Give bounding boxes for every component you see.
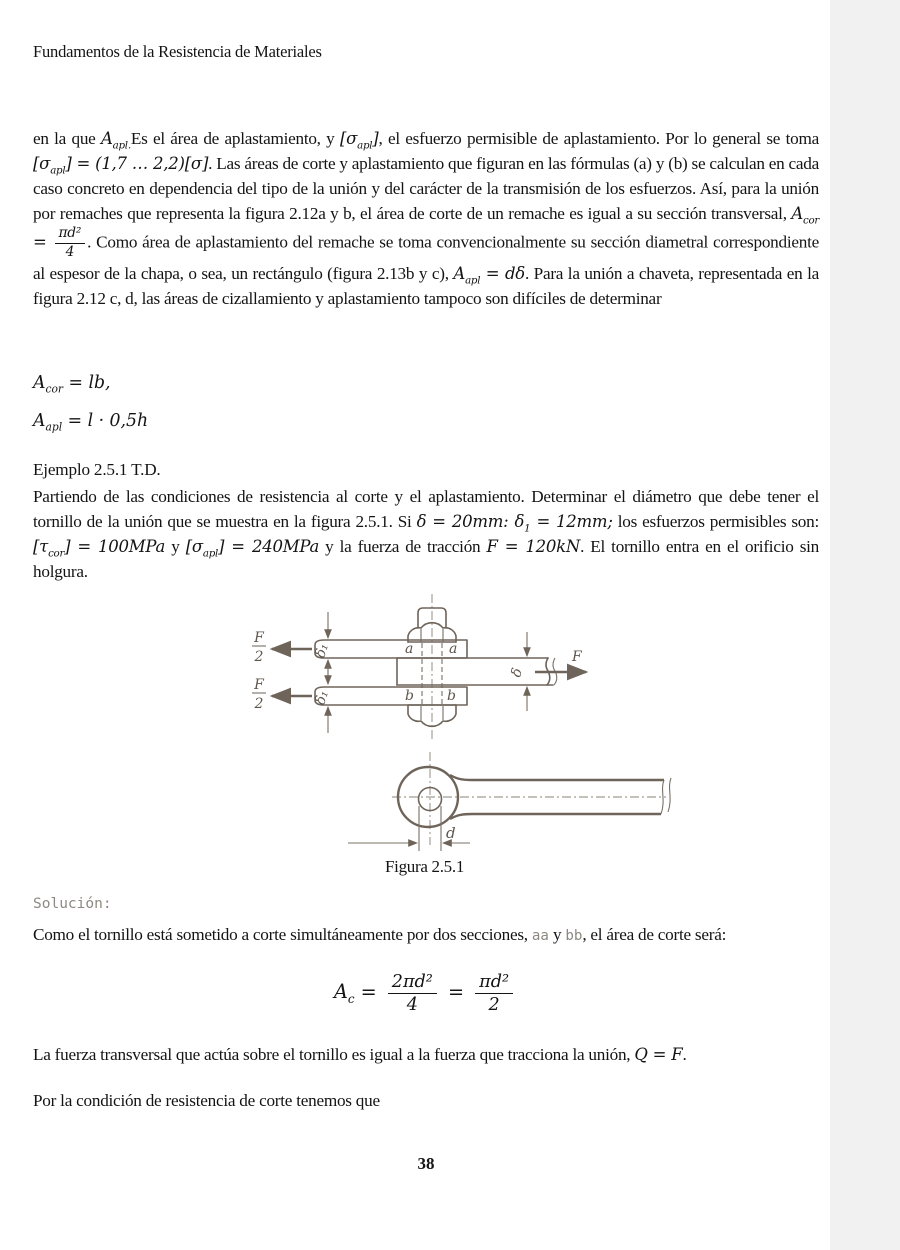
page-header-title: Fundamentos de la Resistencia de Materiales [33,42,322,61]
force-label-f2-bottom [252,677,266,712]
section-label-b-right: b [447,688,456,704]
thickness-label-delta1-top: δ₁ [312,641,332,660]
paragraph-transverse-force: La fuerza transversal que actúa sobre el tornillo es igual a la fuerza que tracciona la unión, Q = F. [33,1045,687,1064]
force-label-f: F [572,649,582,665]
section-label-b-left: b [405,688,414,704]
paragraph-problem-statement: Partiendo de las condiciones de resistencia al corte y el aplastamiento. Determinar el diámetro que debe tener el tornillo de la unión que se muestra en la figura 2.5.1. Si δ = 20mm: $\delta_1 = 12mm$; los esfuerzos permisibles son: $[\tau_{cor}] = 100MPa$ y $[\sigma_{apl}] = 240MPa$ y la fuerza de tracción F = 120kN. El tornillo entra en el orificio sin holgura. [33,487,820,581]
paragraph-shear-condition: Por la condición de resistencia de corte tenemos que [33,1091,380,1110]
rod-top-edge [450,775,664,780]
thickness-label-delta: δ [508,666,527,680]
figure-caption: Figura 2.5.1 [385,857,465,876]
rod-break-line [661,780,664,814]
bottom-plate-outline [315,687,467,705]
dim-label-d: d [446,824,456,842]
force-label-f2-top [252,630,266,665]
svg-text:2: 2 [254,649,264,665]
paragraph-shear-sections: Como el tornillo está sometido a corte simultáneamente por dos secciones, aa y bb, el área de corte será: [33,925,727,944]
formula-aapl: $A_{apl} = l \cdot 0,5h$ [33,411,149,434]
figure-eye-bar-diagram [340,748,680,860]
rod-break-line [668,778,671,812]
formula-shear-area: $A_c$ = $\frac{\text{2πd²}}{4}$ = $\frac{\text{πd²}}{2}$ [33,972,819,1015]
section-label-a-left: a [405,641,414,657]
svg-text:2: 2 [254,696,264,712]
svg-text:F: F [254,630,264,646]
rod-bottom-edge [450,814,661,819]
example-title: Ejemplo 2.5.1 T.D. [33,460,161,479]
section-label-a-right: a [449,641,458,657]
paragraph-intro: en la que $A_{apl.}Es$ el área de aplastamiento, y $[\sigma_{apl}]$, el esfuerzo permisible de aplastamiento. Por lo general se toma $[\sigma_{apl}] = (1,7$ … 2,2)[σ]. Las áreas de corte y aplastamiento que figuran en las fórmulas (a) y (b) se calculan en cada caso concreto en dependencia del tipo de la unión y del carácter de la transmisión de los esfuerzos. Así, para la unión por remaches que representa la figura 2.12a y b, el área de corte de un remache es igual a su sección transversal, $A_{cor}$ = $\frac{\text{πd²}}{4}$ . Como área de aplastamiento del remache se toma convencionalmente su sección diametral correspondiente al espesor de la chapa, o sea, un rectángulo (figura 2.13b y c), $A_{apl} = d\delta$. Para la unión a chaveta, representada en la figura 2.12 c, d, las áreas de cizallamiento y aplastamiento tampoco son difíciles de determinar [33,129,820,308]
solution-label: Solución: [33,896,112,912]
page-number: 38 [417,1154,435,1173]
svg-text:F: F [254,677,264,693]
thickness-label-delta1-bottom: δ₁ [312,688,332,707]
viewer-gutter-strip [830,0,900,1250]
formula-acor: $A_{cor}$ = lb, [33,373,111,396]
figure-bolted-joint-diagram [250,590,610,745]
